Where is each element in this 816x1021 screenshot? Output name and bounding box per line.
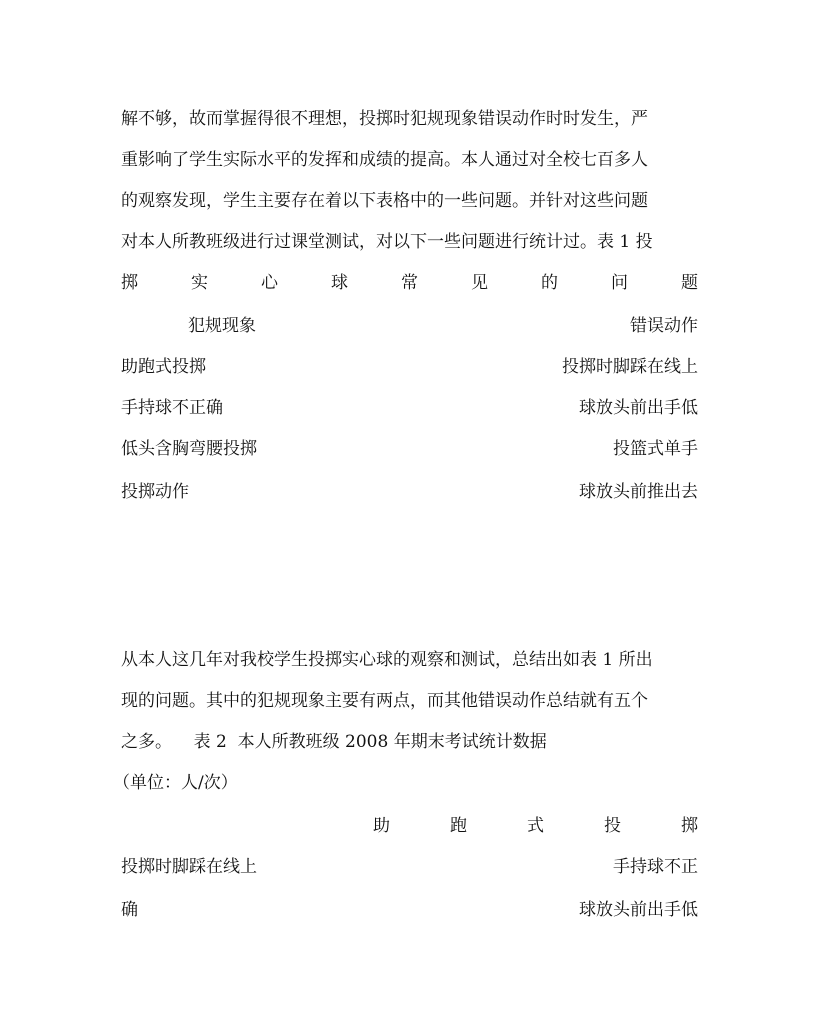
table-row (121, 855, 698, 879)
table1-header-row (121, 314, 698, 338)
table-cell: 球放头前出手低 (579, 900, 698, 920)
table-header-cell: 犯规现象 (188, 316, 256, 336)
header-char: 式 (527, 816, 544, 836)
paragraph-line: 之多。 表 2 本人所教班级 2008 年期末考试统计数据 (121, 732, 547, 752)
paragraph-line: 解不够，故而掌握得很不理想，投掷时犯规现象错误动作时时发生，严 (121, 109, 648, 129)
table-row (121, 480, 698, 504)
table-cell: 球放头前推出去 (579, 482, 698, 502)
paragraph-line: 的观察发现，学生主要存在着以下表格中的一些问题。并针对这些问题 (121, 191, 648, 211)
paragraph-line: 重影响了学生实际水平的发挥和成绩的提高。本人通过对全校七百多人 (121, 150, 648, 170)
table-cell: 投掷动作 (121, 482, 189, 502)
table-cell: 投掷时脚踩在线上 (121, 857, 257, 877)
title-char: 掷 (121, 273, 138, 293)
table2-unit: （单位：人/次） (113, 773, 238, 793)
table2-header (373, 814, 698, 838)
title-char: 见 (471, 273, 488, 293)
table-cell: 手持球不正 (613, 857, 698, 877)
table-cell: 投掷时脚踩在线上 (562, 357, 698, 377)
title-char: 心 (261, 273, 278, 293)
title-char: 常 (401, 273, 418, 293)
table-cell: 投篮式单手 (613, 439, 698, 459)
title-char: 问 (611, 273, 628, 293)
table-cell: 球放头前出手低 (579, 398, 698, 418)
table-cell: 低头含胸弯腰投掷 (121, 439, 257, 459)
header-char: 跑 (450, 816, 467, 836)
table-cell: 确 (121, 900, 138, 920)
table-row (121, 396, 698, 420)
title-char: 球 (331, 273, 348, 293)
table-cell: 手持球不正确 (121, 398, 223, 418)
header-char: 助 (373, 816, 390, 836)
title-char: 实 (191, 273, 208, 293)
table-row (121, 355, 698, 379)
header-char: 投 (604, 816, 621, 836)
table-row (121, 437, 698, 461)
title-char: 题 (681, 273, 698, 293)
header-char: 掷 (681, 816, 698, 836)
table-header-cell: 错误动作 (630, 316, 698, 336)
table-cell: 助跑式投掷 (121, 357, 206, 377)
paragraph-line: 对本人所教班级进行过课堂测试，对以下一些问题进行统计过。表 1 投 (121, 232, 653, 252)
paragraph-line: 现的问题。其中的犯规现象主要有两点，而其他错误动作总结就有五个 (121, 691, 648, 711)
table-row (121, 898, 698, 922)
table1-title (121, 271, 698, 295)
title-char: 的 (541, 273, 558, 293)
paragraph-line: 从本人这几年对我校学生投掷实心球的观察和测试，总结出如表 1 所出 (121, 650, 653, 670)
